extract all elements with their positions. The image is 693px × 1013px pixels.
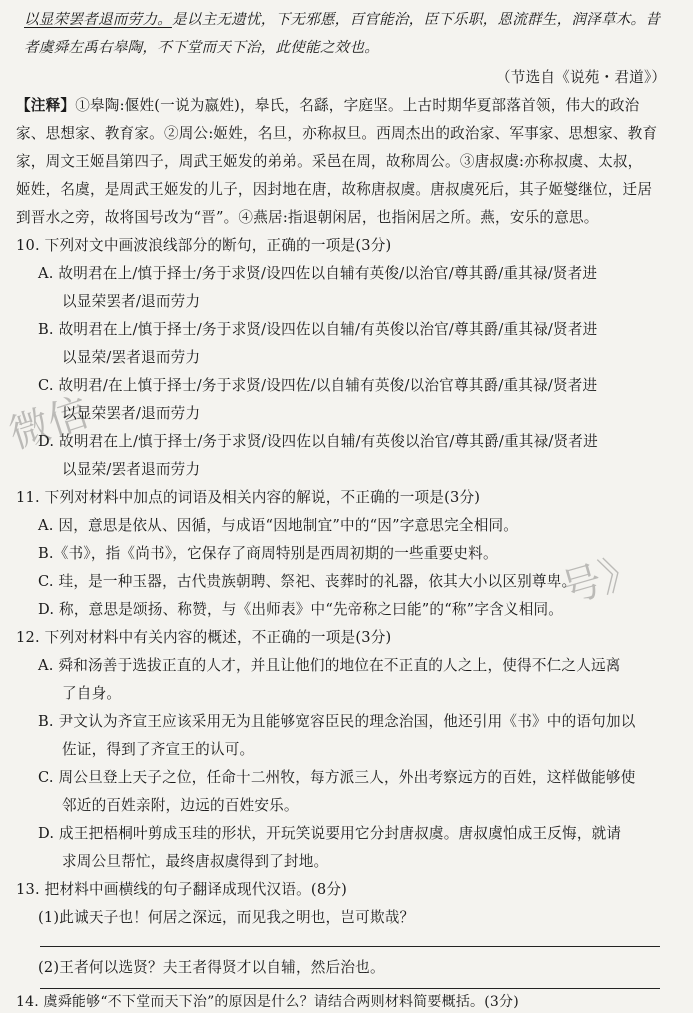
q12-option-d-line2: 求周公旦帮忙，最终唐叔虞得到了封地。 bbox=[62, 853, 329, 870]
q13-answer-line-1[interactable] bbox=[40, 946, 660, 947]
q11-stem: 11. 下列对材料中加点的词语及相关内容的解说，不正确的一项是(3分) bbox=[16, 489, 481, 506]
passage-line-1: 以显荣罢者退而劳力。是以主无遗忧，下无邪慝，百官能治，臣下乐职，恩流群生，润泽草木。昔 bbox=[24, 11, 661, 28]
q10-stem: 10. 下列对文中画波浪线部分的断句，正确的一项是(3分) bbox=[16, 237, 392, 254]
watermark-text-2: 号》 bbox=[556, 546, 646, 613]
q14-stem: 14. 虞舜能够“不下堂而天下治”的原因是什么？请结合两则材料简要概括。(3分) bbox=[16, 994, 519, 1010]
q12-option-b-line1: B. 尹文认为齐宣王应该采用无为且能够宽容臣民的理念治国，他还引用《书》中的语句加以 bbox=[38, 713, 636, 730]
q12-option-c-line1: C. 周公旦登上天子之位，任命十二州牧，每方派三人，外出考察远方的百姓，这样做能够使 bbox=[38, 769, 636, 786]
q10-option-d-line2: 以显荣/罢者退而劳力 bbox=[62, 461, 201, 478]
q11-option-d: D. 称，意思是颂扬、称赞，与《出师表》中“先帝称之曰能”的“称”字含义相同。 bbox=[38, 601, 564, 618]
passage-line-2: 者虞舜左禹右皋陶，不下堂而天下治，此使能之效也。 bbox=[24, 39, 380, 56]
q11-option-a: A. 因，意思是依从、因循，与成语“因地制宜”中的“因”字意思完全相同。 bbox=[38, 517, 519, 534]
q10-option-c-line1: C. 故明君/在上慎于择士/务于求贤/设四佐/以自辅有英俊/以治官尊其爵/重其禄/贤者进 bbox=[38, 377, 598, 394]
q10-option-b-line2: 以显荣/罢者退而劳力 bbox=[62, 349, 201, 366]
q10-option-a-line1: A. 故明君在上/慎于择士/务于求贤/设四佐以自辅有英俊/以治官/尊其爵/重其禄/贤者进 bbox=[38, 265, 598, 282]
q12-option-a-line1: A. 舜和汤善于选拔正直的人才，并且让他们的地位在不正直的人之上，使得不仁之人远离 bbox=[38, 657, 621, 674]
q12-option-a-line2: 了自身。 bbox=[62, 685, 122, 702]
notes-line-4: 姬姓，名虞，是周武王姬发的儿子，因封地在唐，故称唐叔虞。唐叔虞死后，其子姬燮继位，迁居 bbox=[16, 181, 653, 198]
q10-option-a-line2: 以显荣罢者/退而劳力 bbox=[62, 293, 201, 310]
notes-line-1: 【注释】①皋陶:偃姓(一说为嬴姓)，皋氏，名繇，字庭坚。上古时期华夏部落首领，伟大的政治 bbox=[16, 97, 640, 114]
watermark-text-1: 微信 bbox=[3, 389, 95, 459]
q13-sentence-1: (1)此诚天子也！何居之深远，而见我之明也，岂可欺哉？ bbox=[38, 909, 415, 926]
q10-option-b-line1: B. 故明君在上/慎于择士/务于求贤/设四佐以自辅/有英俊以治官/尊其爵/重其禄/贤者进 bbox=[38, 321, 598, 338]
q13-sentence-2: (2)王者何以选贤？夫王者得贤才以自辅，然后治也。 bbox=[38, 959, 385, 976]
passage-source: （节选自《说苑・君道》） bbox=[496, 69, 667, 86]
notes-label: 【注释】 bbox=[16, 97, 76, 114]
q13-stem: 13. 把材料中画横线的句子翻译成现代汉语。(8分) bbox=[16, 881, 348, 898]
q11-option-c: C. 珪，是一种玉器，古代贵族朝聘、祭祀、丧葬时的礼器，依其大小以区别尊卑。 bbox=[38, 573, 577, 590]
underlined-sentence: 以显荣罢者退而劳力。 bbox=[24, 11, 172, 28]
q10-option-c-line2: 以显荣罢者/退而劳力 bbox=[62, 405, 201, 422]
q12-option-c-line2: 邻近的百姓亲附，边远的百姓安乐。 bbox=[62, 797, 299, 814]
q12-option-d-line1: D. 成王把梧桐叶剪成玉珪的形状，开玩笑说要用它分封唐叔虞。唐叔虞怕成王反悔，就请 bbox=[38, 825, 622, 842]
q11-option-b: B.《书》，指《尚书》，它保存了商周特别是西周初期的一些重要史料。 bbox=[38, 545, 498, 562]
q12-stem: 12. 下列对材料中有关内容的概述，不正确的一项是(3分) bbox=[16, 629, 392, 646]
notes-line-5: 到晋水之旁，故将国号改为“晋”。④燕居:指退朝闲居，也指闲居之所。燕，安乐的意思。 bbox=[16, 209, 599, 226]
q10-option-d-line1: D. 故明君在上/慎于择士/务于求贤/设四佐以自辅/有英俊以治官/尊其爵/重其禄/贤者进 bbox=[38, 433, 598, 450]
notes-line-2: 家、思想家、教育家。②周公:姬姓，名旦，亦称叔旦。西周杰出的政治家、军事家、思想家、教育 bbox=[16, 125, 658, 142]
q12-option-b-line2: 佐证，得到了齐宣王的认可。 bbox=[62, 741, 255, 758]
notes-line-3: 家，周文王姬昌第四子，周武王姬发的弟弟。采邑在周，故称周公。③唐叔虞:亦称叔虞、太叔， bbox=[16, 153, 643, 170]
q13-answer-line-2[interactable] bbox=[40, 988, 660, 989]
